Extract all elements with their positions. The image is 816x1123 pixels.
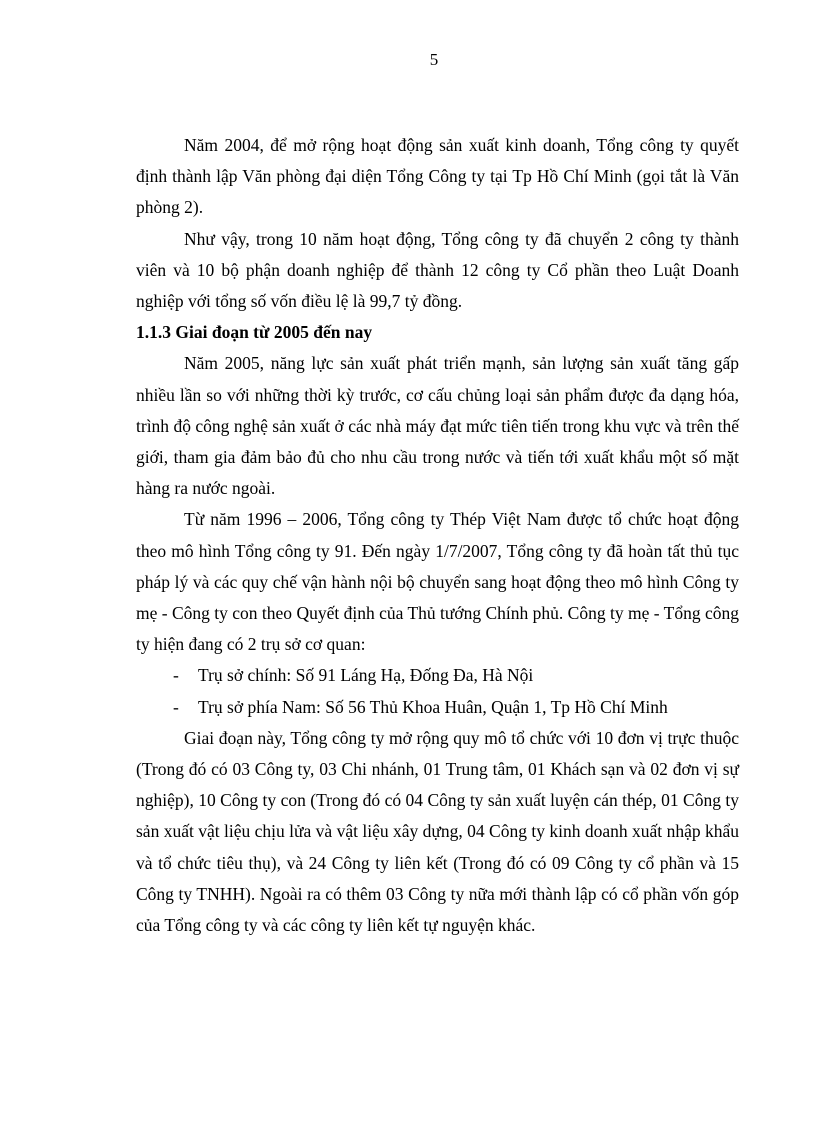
document-body [136,130,739,941]
page-number: 5 [429,50,439,69]
paragraph-nam-2005: Năm 2005, năng lực sản xuất phát triển mạnh, sản lượng sản xuất tăng gấp nhiều lần so với những thời kỳ trước, cơ cấu chủng loại sản phẩm được đa dạng hóa, trình độ công nghệ sản xuất ở các nhà máy đạt mức tiên tiến trong khu vực và trên thế giới, tham gia đảm bảo đủ cho nhu cầu trong nước và tiến tới xuất khẩu một số mặt hàng ra nước ngoài. [136,353,739,499]
paragraph-van-phong-2: Năm 2004, để mở rộng hoạt động sản xuất kinh doanh, Tổng công ty quyết định thành lập Văn phòng đại diện Tổng Công ty tại Tp Hồ Chí Minh (gọi tắt là Văn phòng 2). [136,135,739,218]
list-item [136,660,739,691]
paragraph-mo-hinh-cong-ty: Từ năm 1996 – 2006, Tổng công ty Thép Việt Nam được tổ chức hoạt động theo mô hình Tổng công ty 91. Đến ngày 1/7/2007, Tổng công ty đã hoàn tất thủ tục pháp lý và các quy chế vận hành nội bộ chuyển sang hoạt động theo mô hình Công ty mẹ - Công ty con theo Quyết định của Thủ tướng Chính phủ. Công ty mẹ - Tổng công ty hiện đang có 2 trụ sở cơ quan: [136,509,739,655]
headquarters-list [136,660,739,722]
paragraph-quy-mo-to-chuc: Giai đoạn này, Tổng công ty mở rộng quy mô tổ chức với 10 đơn vị trực thuộc (Trong đó có 03 Công ty, 03 Chi nhánh, 01 Trung tâm, 01 Khách sạn và 02 đơn vị sự nghiệp), 10 Công ty con (Trong đó có 04 Công ty sản xuất luyện cán thép, 01 Công ty sản xuất vật liệu chịu lửa và vật liệu xây dựng, 04 Công ty kinh doanh xuất nhập khẩu và tổ chức tiêu thụ), và 24 Công ty liên kết (Trong đó có 09 Công ty cổ phần và 15 Công ty TNHH). Ngoài ra có thêm 03 Công ty nữa mới thành lập có cổ phần vốn góp của Tổng công ty và các công ty liên kết tự nguyện khác. [136,727,739,936]
paragraph-10-nam-hoat-dong: Như vậy, trong 10 năm hoạt động, Tổng công ty đã chuyển 2 công ty thành viên và 10 bộ phận doanh nghiệp để thành 12 công ty Cổ phần theo Luật Doanh nghiệp với tổng số vốn điều lệ là 99,7 tỷ đồng. [136,228,739,312]
list-item-text: Trụ sở phía Nam: Số 56 Thủ Khoa Huân, Quận 1, Tp Hồ Chí Minh [198,696,668,717]
section-heading: 1.1.3 Giai đoạn từ 2005 đến nay [136,322,373,343]
list-item [136,692,739,723]
bullet-dash: - [173,665,179,686]
bullet-dash: - [173,696,179,717]
list-item-text: Trụ sở chính: Số 91 Láng Hạ, Đống Đa, Hà Nội [198,665,534,686]
